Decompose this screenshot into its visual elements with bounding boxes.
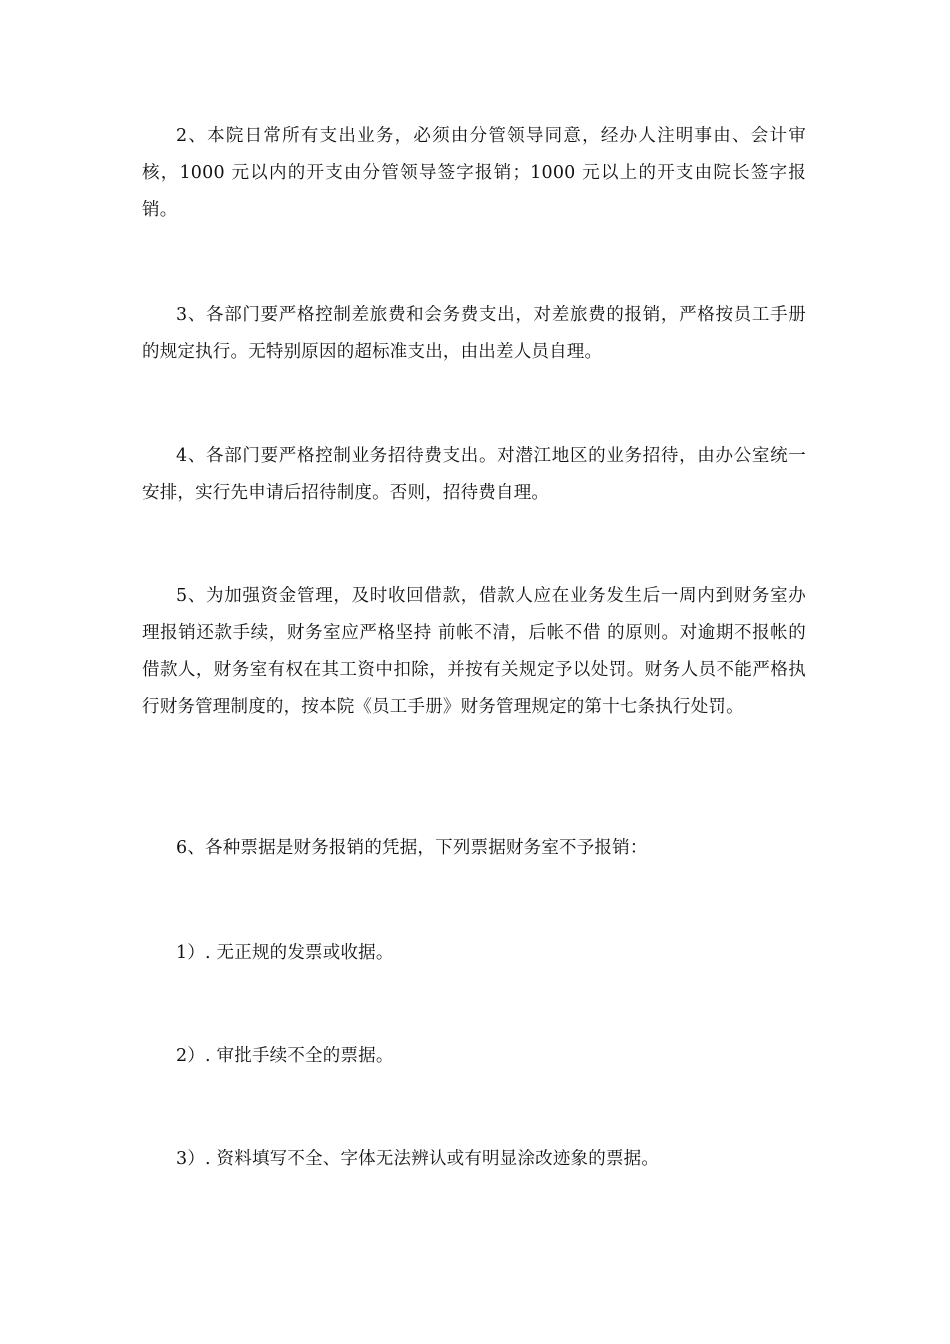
list-item: 1）. 无正规的发票或收据。 — [176, 943, 394, 963]
list-item: 2）. 审批手续不全的票据。 — [176, 1046, 394, 1066]
paragraph-4: 4、各部门要严格控制业务招待费支出。对潜江地区的业务招待，由办公室统一安排，实行先申请后招待制度。否则，招待费自理。 — [142, 446, 806, 503]
list-item: 3）. 资料填写不全、字体无法辨认或有明显涂改迹象的票据。 — [176, 1149, 660, 1169]
paragraph-2: 2、本院日常所有支出业务，必须由分管领导同意，经办人注明事由、会计审核，1000 元以内的开支由分管领导签字报销；1000 元以上的开支由院长签字报销。 — [142, 126, 806, 220]
paragraph-5: 5、为加强资金管理，及时收回借款，借款人应在业务发生后一周内到财务室办理报销还款手续，财务室应严格坚持 前帐不清，后帐不借 的原则。对逾期不报帐的借款人，财务室有权在其工资中扣除，并按有关规定予以处罚。财务人员不能严格执行财务管理制度的，按本院《员工手册》财务管理规定的第十七条执行处罚。 — [142, 586, 806, 717]
paragraph-3: 3、各部门要严格控制差旅费和会务费支出，对差旅费的报销，严格按员工手册的规定执行。无特别原因的超标准支出，由出差人员自理。 — [142, 305, 806, 362]
paragraph-6: 6、各种票据是财务报销的凭据，下列票据财务室不予报销： — [176, 838, 648, 858]
